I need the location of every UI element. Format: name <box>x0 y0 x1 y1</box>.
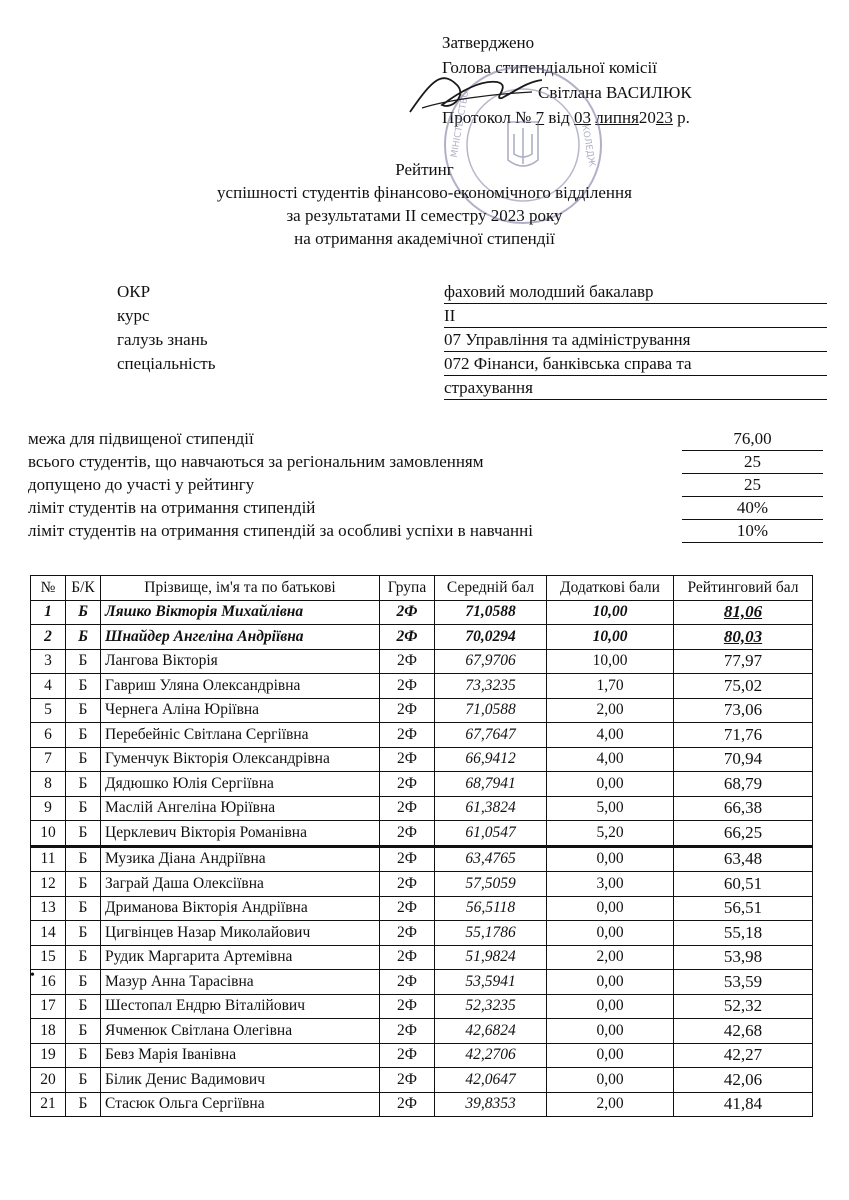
limit-value: 10% <box>682 521 823 543</box>
cell-rating: 42,68 <box>674 1019 813 1044</box>
cell-name: Шестопал Ендрю Віталійович <box>101 994 380 1019</box>
cell-group: 2Ф <box>380 1019 435 1044</box>
cell-group: 2Ф <box>380 649 435 674</box>
cell-name: Мазур Анна Тарасівна <box>101 970 380 995</box>
cell-group: 2Ф <box>380 970 435 995</box>
info-value: страхування <box>444 378 827 400</box>
cell-number: 12 <box>31 872 66 897</box>
table-row <box>31 846 813 872</box>
cell-rating: 73,06 <box>674 698 813 723</box>
cell-average: 42,6824 <box>435 1019 547 1044</box>
cell-group: 2Ф <box>380 846 435 872</box>
header-average: Середній бал <box>435 576 547 601</box>
limit-label: ліміт студентів на отримання стипендій <box>28 498 316 517</box>
limit-label: допущено до участі у рейтингу <box>28 475 255 494</box>
info-value: фаховий молодший бакалавр <box>444 282 827 304</box>
cell-name: Шнайдер Ангеліна Андріївна <box>101 625 380 650</box>
cell-additional: 5,20 <box>547 821 674 847</box>
cell-name: Ляшко Вікторія Михайлівна <box>101 600 380 625</box>
cell-group: 2Ф <box>380 921 435 946</box>
table-row <box>31 1043 813 1068</box>
title-line-2: успішності студентів фінансово-економічного відділення <box>217 183 632 202</box>
cell-name: Дядюшко Юлія Сергіївна <box>101 772 380 797</box>
table-row <box>31 872 813 897</box>
cell-rating: 81,06 <box>674 600 813 625</box>
cell-additional: 4,00 <box>547 723 674 748</box>
limit-value: 25 <box>682 475 823 497</box>
cell-funding: Б <box>66 921 101 946</box>
cell-number: 21 <box>31 1092 66 1117</box>
cell-additional: 0,00 <box>547 921 674 946</box>
cell-additional: 0,00 <box>547 1043 674 1068</box>
info-row-course <box>117 304 827 328</box>
table-row <box>31 698 813 723</box>
cell-name: Гуменчук Вікторія Олександрівна <box>101 747 380 772</box>
cell-additional: 10,00 <box>547 625 674 650</box>
cell-additional: 10,00 <box>547 600 674 625</box>
title-line-1: Рейтинг <box>395 160 454 179</box>
cell-funding: Б <box>66 872 101 897</box>
cell-rating: 56,51 <box>674 896 813 921</box>
cell-funding: Б <box>66 1043 101 1068</box>
cell-number: 3 <box>31 649 66 674</box>
title-line-3: за результатами ІІ семестру 2023 року <box>286 206 563 225</box>
cell-name: Дриманова Вікторія Андріївна <box>101 896 380 921</box>
header-name: Прізвище, ім'я та по батькові <box>101 576 380 601</box>
table-row <box>31 772 813 797</box>
cell-additional: 2,00 <box>547 698 674 723</box>
cell-name: Маслій Ангеліна Юріївна <box>101 796 380 821</box>
cell-number: 11 <box>31 846 66 872</box>
cell-rating: 42,06 <box>674 1068 813 1093</box>
cell-rating: 60,51 <box>674 872 813 897</box>
protocol-from: від <box>548 108 570 127</box>
info-label: галузь знань <box>117 330 208 349</box>
cell-additional: 0,00 <box>547 970 674 995</box>
protocol-day: 03 <box>574 108 592 127</box>
cell-rating: 80,03 <box>674 625 813 650</box>
cell-number: 18 <box>31 1019 66 1044</box>
cell-funding: Б <box>66 796 101 821</box>
cell-rating: 42,27 <box>674 1043 813 1068</box>
cell-group: 2Ф <box>380 674 435 699</box>
cell-rating: 63,48 <box>674 846 813 872</box>
cell-additional: 4,00 <box>547 747 674 772</box>
protocol-prefix: Протокол № <box>442 108 532 127</box>
protocol-line <box>442 105 692 130</box>
cell-name: Ячменюк Світлана Олегівна <box>101 1019 380 1044</box>
cell-funding: Б <box>66 1068 101 1093</box>
cell-group: 2Ф <box>380 1068 435 1093</box>
cell-group: 2Ф <box>380 772 435 797</box>
limit-row <box>28 428 823 451</box>
cell-number: 4 <box>31 674 66 699</box>
protocol-month: липня <box>595 108 639 127</box>
cell-group: 2Ф <box>380 747 435 772</box>
cell-rating: 66,38 <box>674 796 813 821</box>
approval-chair: Голова стипендіальної комісії <box>442 58 657 77</box>
cell-additional: 1,70 <box>547 674 674 699</box>
signer-name: Світлана ВАСИЛЮК <box>538 83 692 102</box>
cell-average: 56,5118 <box>435 896 547 921</box>
table-row <box>31 674 813 699</box>
cell-group: 2Ф <box>380 821 435 847</box>
cell-rating: 70,94 <box>674 747 813 772</box>
cell-funding: Б <box>66 896 101 921</box>
cell-additional: 0,00 <box>547 994 674 1019</box>
table-row <box>31 1092 813 1117</box>
cell-name: Музика Діана Андріївна <box>101 846 380 872</box>
cell-number: 6 <box>31 723 66 748</box>
cell-funding: Б <box>66 747 101 772</box>
cell-additional: 2,00 <box>547 945 674 970</box>
header-number: № <box>31 576 66 601</box>
cell-additional: 0,00 <box>547 846 674 872</box>
cell-number: 5 <box>31 698 66 723</box>
cell-additional: 10,00 <box>547 649 674 674</box>
header-rating: Рейтинговий бал <box>674 576 813 601</box>
cell-number: 16 <box>31 970 66 995</box>
protocol-year-suffix: 23 <box>655 108 673 127</box>
limit-label: ліміт студентів на отримання стипендій за особливі успіхи в навчанні <box>28 521 533 540</box>
cell-additional: 5,00 <box>547 796 674 821</box>
cell-additional: 0,00 <box>547 896 674 921</box>
cell-name: Чернега Аліна Юріївна <box>101 698 380 723</box>
limit-value: 76,00 <box>682 429 823 451</box>
table-row <box>31 970 813 995</box>
cell-funding: Б <box>66 723 101 748</box>
info-label: курс <box>117 306 150 325</box>
cell-rating: 77,97 <box>674 649 813 674</box>
cell-number: 20 <box>31 1068 66 1093</box>
cell-number: 19 <box>31 1043 66 1068</box>
cell-funding: Б <box>66 649 101 674</box>
cell-average: 51,9824 <box>435 945 547 970</box>
cell-number: 9 <box>31 796 66 821</box>
table-row <box>31 649 813 674</box>
cell-group: 2Ф <box>380 945 435 970</box>
cell-name: Бевз Марія Іванівна <box>101 1043 380 1068</box>
svg-text:КОЛЕДЖ: КОЛЕДЖ <box>579 123 597 168</box>
info-row-specialty-cont <box>117 376 827 400</box>
cell-funding: Б <box>66 600 101 625</box>
margin-dot: • <box>30 968 35 983</box>
cell-group: 2Ф <box>380 1043 435 1068</box>
table-row <box>31 625 813 650</box>
stipend-limits <box>28 428 823 543</box>
header-funding: Б/К <box>66 576 101 601</box>
info-value: 072 Фінанси, банківська справа та <box>444 354 827 376</box>
info-label: ОКР <box>117 282 151 301</box>
cell-rating: 68,79 <box>674 772 813 797</box>
cell-average: 71,0588 <box>435 698 547 723</box>
cell-name: Рудик Маргарита Артемівна <box>101 945 380 970</box>
table-row <box>31 723 813 748</box>
cell-average: 71,0588 <box>435 600 547 625</box>
program-info <box>117 280 827 400</box>
cell-average: 42,0647 <box>435 1068 547 1093</box>
table-row <box>31 1019 813 1044</box>
cell-name: Заграй Даша Олексіївна <box>101 872 380 897</box>
cell-average: 63,4765 <box>435 846 547 872</box>
table-row <box>31 796 813 821</box>
cell-number: 13 <box>31 896 66 921</box>
cell-average: 39,8353 <box>435 1092 547 1117</box>
cell-number: 7 <box>31 747 66 772</box>
info-value: 07 Управління та адміністрування <box>444 330 827 352</box>
svg-text:МІНІСТЕРСТВО: МІНІСТЕРСТВО <box>449 89 472 159</box>
cell-name: Лангова Вікторія <box>101 649 380 674</box>
cell-group: 2Ф <box>380 796 435 821</box>
cell-average: 61,3824 <box>435 796 547 821</box>
cell-funding: Б <box>66 698 101 723</box>
cell-number: 8 <box>31 772 66 797</box>
cell-additional: 0,00 <box>547 1068 674 1093</box>
cell-group: 2Ф <box>380 600 435 625</box>
cell-additional: 2,00 <box>547 1092 674 1117</box>
cell-group: 2Ф <box>380 896 435 921</box>
cell-name: Цигвінцев Назар Миколайович <box>101 921 380 946</box>
cell-group: 2Ф <box>380 698 435 723</box>
cell-funding: Б <box>66 970 101 995</box>
cell-group: 2Ф <box>380 1092 435 1117</box>
cell-funding: Б <box>66 945 101 970</box>
cell-funding: Б <box>66 821 101 847</box>
info-row-level <box>117 280 827 304</box>
limit-row <box>28 520 823 543</box>
cell-funding: Б <box>66 846 101 872</box>
protocol-number: 7 <box>535 108 545 127</box>
cell-average: 42,2706 <box>435 1043 547 1068</box>
cell-number: 14 <box>31 921 66 946</box>
cell-rating: 53,59 <box>674 970 813 995</box>
header-group: Група <box>380 576 435 601</box>
approval-block <box>442 30 692 130</box>
protocol-end: р. <box>677 108 690 127</box>
title-line-4: на отримання академічної стипендії <box>294 229 555 248</box>
cell-average: 67,7647 <box>435 723 547 748</box>
cell-average: 55,1786 <box>435 921 547 946</box>
cell-average: 57,5059 <box>435 872 547 897</box>
cell-rating: 75,02 <box>674 674 813 699</box>
cell-funding: Б <box>66 772 101 797</box>
table-header-row <box>31 576 813 601</box>
document-title <box>0 158 849 250</box>
table-row <box>31 945 813 970</box>
cell-average: 73,3235 <box>435 674 547 699</box>
cell-number: 15 <box>31 945 66 970</box>
limit-row <box>28 474 823 497</box>
cell-rating: 53,98 <box>674 945 813 970</box>
cell-funding: Б <box>66 1019 101 1044</box>
info-row-field <box>117 328 827 352</box>
cell-number: 1 <box>31 600 66 625</box>
approval-label: Затверджено <box>442 33 535 52</box>
header-additional: Додаткові бали <box>547 576 674 601</box>
cell-rating: 41,84 <box>674 1092 813 1117</box>
cell-name: Церклевич Вікторія Романівна <box>101 821 380 847</box>
limit-label: всього студентів, що навчаються за регіональним замовленням <box>28 452 484 471</box>
cell-average: 68,7941 <box>435 772 547 797</box>
limit-row <box>28 451 823 474</box>
cell-average: 67,9706 <box>435 649 547 674</box>
cell-name: Гавриш Уляна Олександрівна <box>101 674 380 699</box>
table-row <box>31 921 813 946</box>
cell-group: 2Ф <box>380 625 435 650</box>
cell-additional: 0,00 <box>547 772 674 797</box>
limit-row <box>28 497 823 520</box>
table-row <box>31 600 813 625</box>
limit-value: 25 <box>682 452 823 474</box>
limit-label: межа для підвищеної стипендії <box>28 429 254 448</box>
rating-table <box>30 575 813 1117</box>
cell-average: 53,5941 <box>435 970 547 995</box>
cell-average: 52,3235 <box>435 994 547 1019</box>
cell-number: 17 <box>31 994 66 1019</box>
cell-average: 66,9412 <box>435 747 547 772</box>
cell-rating: 66,25 <box>674 821 813 847</box>
table-row <box>31 1068 813 1093</box>
cell-number: 10 <box>31 821 66 847</box>
cell-funding: Б <box>66 1092 101 1117</box>
info-row-specialty <box>117 352 827 376</box>
cell-name: Перебейніс Світлана Сергіївна <box>101 723 380 748</box>
limit-value: 40% <box>682 498 823 520</box>
cell-number: 2 <box>31 625 66 650</box>
cell-funding: Б <box>66 994 101 1019</box>
cell-group: 2Ф <box>380 723 435 748</box>
cell-average: 70,0294 <box>435 625 547 650</box>
info-value: ІІ <box>444 306 827 328</box>
table-row <box>31 994 813 1019</box>
cell-rating: 52,32 <box>674 994 813 1019</box>
cell-name: Стасюк Ольга Сергіївна <box>101 1092 380 1117</box>
cell-rating: 55,18 <box>674 921 813 946</box>
cell-name: Білик Денис Вадимович <box>101 1068 380 1093</box>
cell-funding: Б <box>66 674 101 699</box>
table-row <box>31 821 813 847</box>
cell-funding: Б <box>66 625 101 650</box>
cell-average: 61,0547 <box>435 821 547 847</box>
cell-additional: 0,00 <box>547 1019 674 1044</box>
protocol-year-prefix: 20 <box>638 108 656 127</box>
info-label: спеціальність <box>117 354 216 373</box>
table-row <box>31 747 813 772</box>
cell-rating: 71,76 <box>674 723 813 748</box>
cell-group: 2Ф <box>380 872 435 897</box>
approval-signer-line <box>442 80 692 105</box>
cell-additional: 3,00 <box>547 872 674 897</box>
table-row <box>31 896 813 921</box>
cell-group: 2Ф <box>380 994 435 1019</box>
